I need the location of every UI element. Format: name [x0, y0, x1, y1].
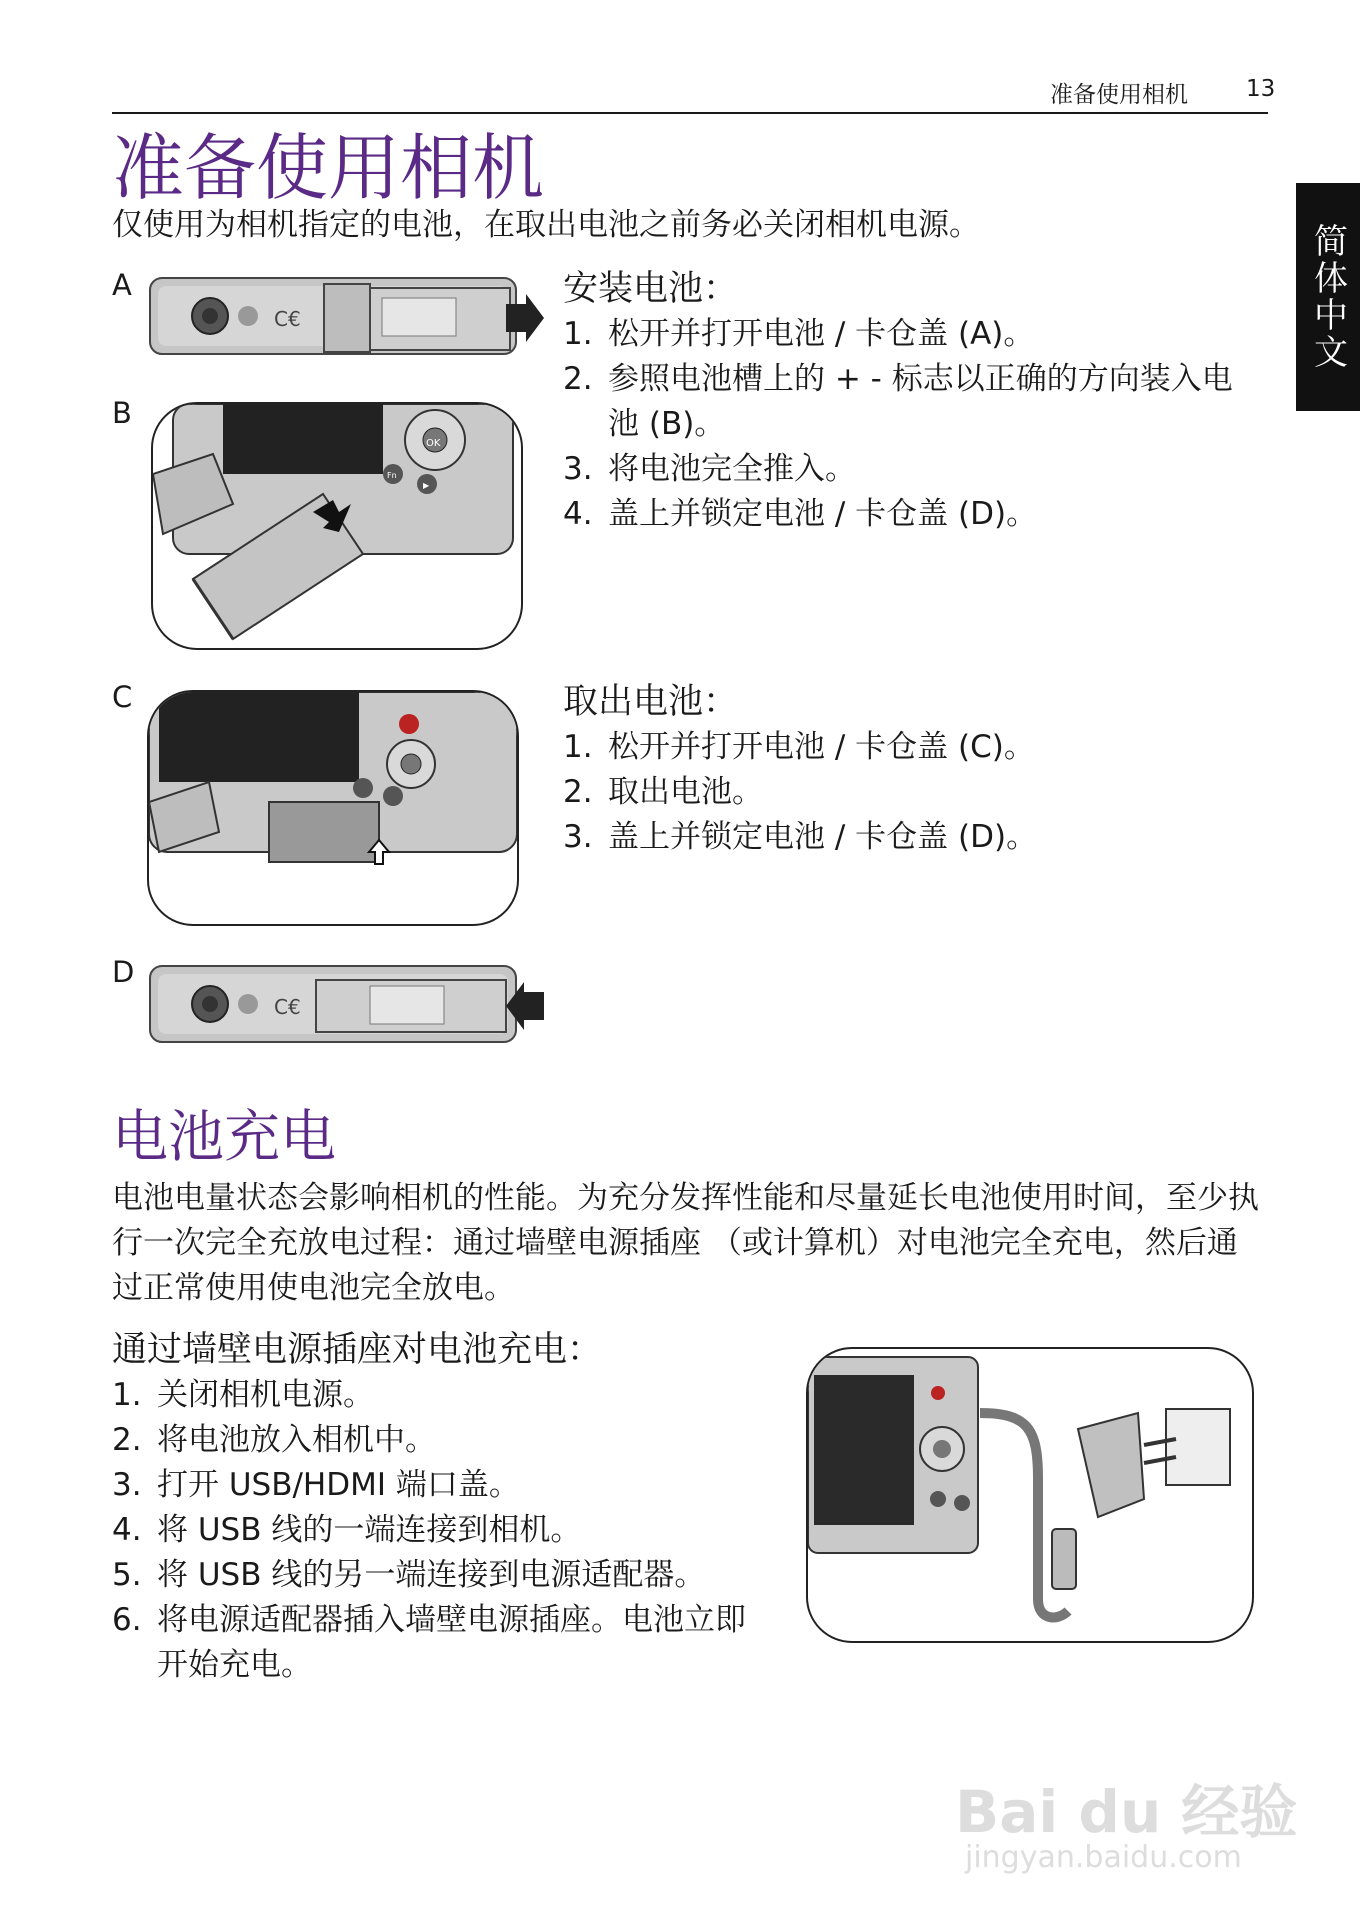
list-item: 1. 松开并打开电池 / 卡仓盖 (A)。 — [563, 316, 1035, 352]
language-tab-label: 简体中文 — [1307, 223, 1348, 371]
list-item: 5. 将 USB 线的另一端连接到电源适配器。 — [112, 1557, 706, 1593]
figure-label-a: A — [112, 268, 132, 302]
list-item: 4. 将 USB 线的一端连接到相机。 — [112, 1512, 582, 1548]
remove-heading: 取出电池： — [563, 682, 739, 722]
figure-c-remove-battery — [147, 690, 519, 926]
list-item: 2. 参照电池槽上的 + - 标志以正确的方向装入电池 (B)。 — [563, 361, 1233, 442]
list-item: 6. 将电源适配器插入墙壁电源插座。电池立即开始充电。 — [112, 1602, 746, 1683]
install-steps — [563, 312, 1253, 537]
charge-heading: 通过墙壁电源插座对电池充电： — [112, 1330, 603, 1370]
section-title-prepare: 准备使用相机 — [112, 126, 545, 210]
section-intro-charging: 电池电量状态会影响相机的性能。为充分发挥性能和尽量延长电池使用时间，至少执行一次完全充放电过程：通过墙壁电源插座 （或计算机）对电池完全充电，然后通过正常使用使电池完全放电。 — [112, 1180, 1259, 1306]
install-heading: 安装电池： — [563, 269, 739, 309]
figure-label-b: B — [112, 396, 132, 430]
header-rule — [112, 112, 1268, 114]
figure-charging-drawing — [808, 1349, 1252, 1641]
page-number: 13 — [1246, 76, 1276, 102]
fn-button-label: Fn — [387, 471, 397, 480]
running-title: 准备使用相机 — [1050, 82, 1188, 108]
list-item: 2. 将电池放入相机中。 — [112, 1422, 436, 1458]
figure-charging — [806, 1347, 1254, 1643]
figure-b-drawing — [153, 404, 521, 648]
list-item: 3. 盖上并锁定电池 / 卡仓盖 (D)。 — [563, 819, 1038, 855]
list-item: 1. 关闭相机电源。 — [112, 1377, 374, 1413]
remove-steps — [563, 725, 1253, 860]
list-item: 2. 取出电池。 — [563, 774, 763, 810]
list-item: 3. 将电池完全推入。 — [563, 451, 856, 487]
play-button-label: ▶ — [423, 481, 430, 490]
figure-d-camera-bottom — [146, 960, 546, 1052]
figure-c-drawing — [149, 692, 517, 924]
svg-text:C€: C€ — [274, 995, 301, 1019]
figure-label-d: D — [112, 955, 135, 989]
list-item: 4. 盖上并锁定电池 / 卡仓盖 (D)。 — [563, 496, 1038, 532]
figure-a-camera-bottom — [146, 272, 546, 364]
watermark-url: jingyan.baidu.com — [965, 1840, 1242, 1875]
section-title-charging: 电池充电 — [112, 1105, 336, 1170]
watermark-brand: Bai du 经验 — [955, 1778, 1298, 1846]
charge-steps — [112, 1373, 772, 1688]
figure-label-c: C — [112, 680, 133, 714]
figure-b-insert-battery — [151, 402, 523, 650]
svg-text:C€: C€ — [274, 307, 301, 331]
language-tab — [1296, 183, 1360, 411]
list-item: 1. 松开并打开电池 / 卡仓盖 (C)。 — [563, 729, 1035, 765]
ok-button-label: OK — [426, 438, 441, 449]
list-item: 3. 打开 USB/HDMI 端口盖。 — [112, 1467, 520, 1503]
section-intro-prepare: 仅使用为相机指定的电池，在取出电池之前务必关闭相机电源。 — [112, 207, 980, 243]
